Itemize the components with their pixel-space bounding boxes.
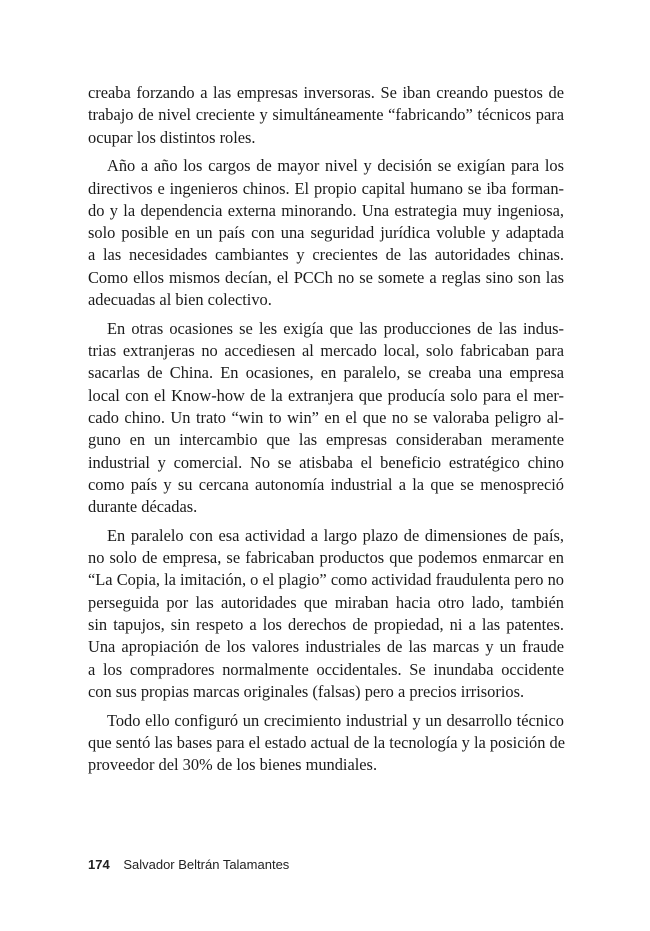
text-line: solo posible en un país con una seguridad jurídica voluble y adaptada — [88, 223, 564, 243]
text-line: “La Copia, la imitación, o el plagio” como actividad fraudulenta pero no — [88, 570, 564, 590]
paragraph — [88, 525, 564, 703]
text-line: a los compradores normalmente occidentales. Se inundaba occidente — [88, 659, 564, 679]
text-line: a las necesidades cambiantes y crecientes de las autoridades chinas. — [88, 245, 564, 265]
text-line: cado chino. Un trato “win to win” en el que no se valoraba peligro al- — [88, 407, 564, 427]
text-line: directivos e ingenieros chinos. El propio capital humano se iba forman- — [88, 178, 564, 198]
text-line: trias extranjeras no accediesen al mercado local, solo fabricaban para — [88, 341, 564, 361]
page-footer — [88, 857, 289, 872]
text-line: sacarlas de China. En ocasiones, en paralelo, se creaba una empresa — [88, 363, 564, 383]
text-line: sin tapujos, sin respeto a los derechos de propiedad, ni a las patentes. — [88, 615, 564, 634]
text-line: ocupar los distintos roles. — [88, 127, 256, 147]
running-footer-author: Salvador Beltrán Talamantes — [123, 857, 290, 872]
text-line: que sentó las bases para el estado actual de la tecnología y la posición de — [88, 732, 565, 752]
paragraph — [88, 318, 564, 519]
text-line: con sus propias marcas originales (falsas) pero a precios irrisorios. — [88, 681, 525, 701]
text-line: Todo ello configuró un crecimiento industrial y un desarrollo técnico — [107, 710, 564, 730]
text-line: como país y su cercana autonomía industrial a la que se menospreció — [88, 474, 564, 494]
page-number: 174 — [88, 857, 110, 872]
text-line: guno en un intercambio que las empresas consideraban meramente — [88, 430, 564, 450]
paragraph — [88, 710, 564, 777]
text-line: do y la dependencia externa minorando. Una estrategia muy ingeniosa, — [88, 200, 564, 220]
text-line: no solo de empresa, se fabricaban productos que podemos enmarcar en — [88, 548, 564, 568]
text-line: En paralelo con esa actividad a largo plazo de dimensiones de país, — [107, 525, 564, 545]
text-line: industrial y comercial. No se atisbaba el beneficio estratégico chino — [88, 452, 564, 472]
text-line: Una apropiación de los valores industriales de las marcas y un fraude — [88, 637, 564, 657]
page-body — [88, 82, 564, 783]
paragraph — [88, 155, 564, 311]
text-line: perseguida por las autoridades que miraban hacia otro lado, también — [88, 592, 564, 612]
text-line: adecuadas al bien colectivo. — [88, 290, 272, 310]
text-line: proveedor del 30% de los bienes mundiales. — [88, 755, 378, 775]
text-line: Año a año los cargos de mayor nivel y decisión se exigían para los — [107, 156, 564, 176]
text-line: local con el Know-how de la extranjera que producía solo para el mer- — [88, 385, 564, 405]
text-line: Como ellos mismos decían, el PCCh no se somete a reglas sino son las — [88, 267, 564, 287]
text-line: En otras ocasiones se les exigía que las producciones de las indus- — [107, 318, 564, 338]
text-line: durante décadas. — [88, 497, 198, 517]
paragraph — [88, 82, 564, 149]
text-line: creaba forzando a las empresas inversoras. Se iban creando puestos de — [88, 83, 564, 102]
text-line: trabajo de nivel creciente y simultáneamente “fabricando” técnicos para — [88, 105, 564, 125]
